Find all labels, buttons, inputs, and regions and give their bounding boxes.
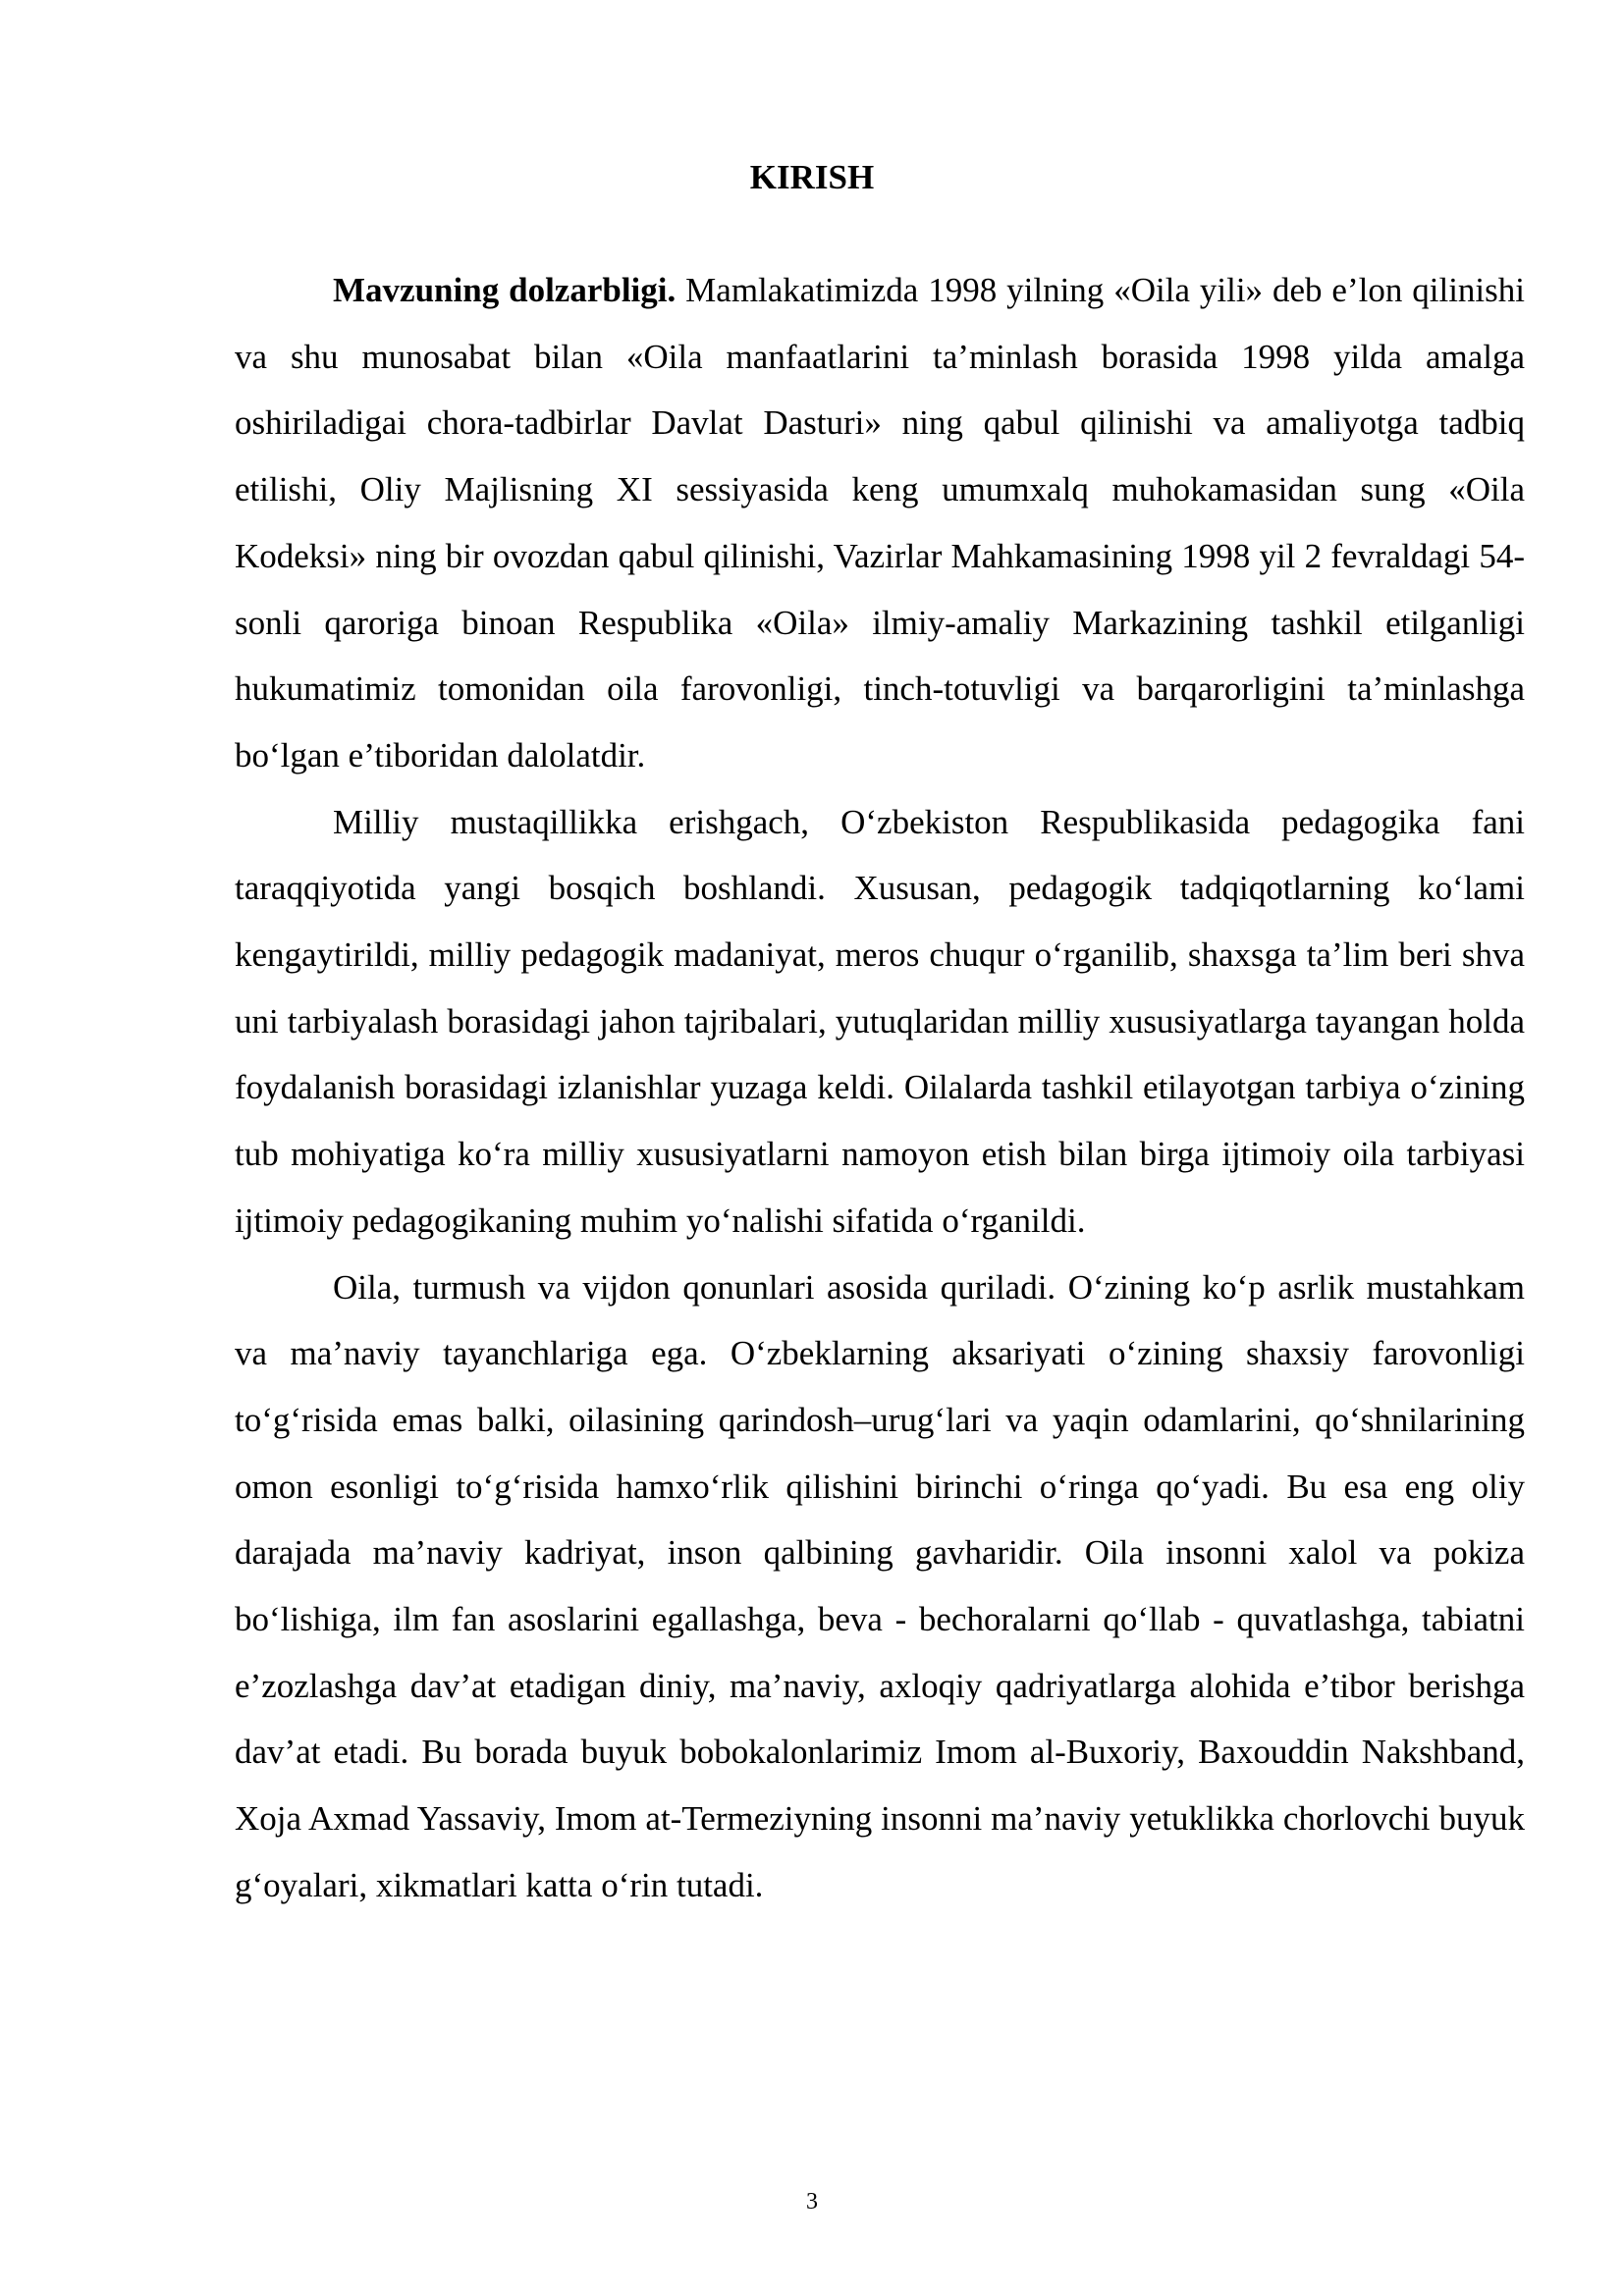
paragraph-family: Oila, turmush va vijdon qonunlari asosida quriladi. O‘zining ko‘p asrlik mustahkam va ma’naviy tayanchlariga ega. O‘zbeklarning aksariyati o‘zining shaxsiy farovonligi to‘g‘risida emas balki, oilasining qarindosh–urug‘lari va yaqin odamlarini, qo‘shnilarining omon esonligi to‘g‘risida hamxo‘rlik qilishini birinchi o‘ringa qo‘yadi. Bu esa eng oliy darajada ma’naviy kadriyat, inson qalbining gavharidir. Oila insonni xalol va pokiza bo‘lishiga, ilm fan asoslarini egallashga, beva - bechoralarni qo‘llab - quvatlashga, tabiatni e’zozlashga dav’at etadigan diniy, ma’naviy, axloqiy qadriyatlarga alohida e’tibor berishga dav’at etadi. Bu borada buyuk bobokalonlarimiz Imom al-Buxoriy, Baxouddin Nakshband, Xoja Axmad Yassaviy, Imom at-Termeziyning insonni ma’naviy yetuklikka chorlovchi buyuk g‘oyalari, xikmatlari katta o‘rin tutadi. [235, 1267, 1525, 1904]
paragraph-text: Mamlakatimizda 1998 yilning «Oila yili» deb e’lon qilinishi va shu munosabat bilan «Oila manfaatlarini ta’minlash borasida 1998 yilda amalga oshiriladigai chora-tadbirlar Davlat Dasturi» ning qabul qilinishi va amaliyotga tadbiq etilishi, Oliy Majlisning XI sessiyasida keng umumxalq muhokamasidan sung «Oila Kodeksi» ning bir ovozdan qabul qilinishi, Vazirlar Mahkamasining 1998 yil 2 fevraldagi 54-sonli qaroriga binoan Respublika «Oila» ilmiy-amaliy Markazining tashkil etilganligi hukumatimiz tomonidan oila farovonligi, tinch-totuvligi va barqarorligini ta’minlashga bo‘lgan e’tiboridan dalolatdir. [235, 271, 1525, 774]
paragraph-lead: Mavzuning dolzarbligi. [333, 271, 677, 309]
paragraph-relevance [235, 257, 1525, 789]
document-body [235, 257, 1525, 1919]
paragraph-independence: Milliy mustaqillikka erishgach, O‘zbekiston Respublikasida pedagogika fani taraqqiyotida yangi bosqich boshlandi. Xususan, pedagogik tadqiqotlarning ko‘lami kengaytirildi, milliy pedagogik madaniyat, meros chuqur o‘rganilib, shaxsga ta’lim beri shva uni tarbiyalash borasidagi jahon tajribalari, yutuqlaridan milliy xususiyatlarga tayangan holda foydalanish borasidagi izlanishlar yuzaga keldi. Oilalarda tashkil etilayotgan tarbiya o‘zining tub mohiyatiga ko‘ra milliy xususiyatlarni namoyon etish bilan birga ijtimoiy oila tarbiyasi ijtimoiy pedagogikaning muhim yo‘nalishi sifatida o‘rganildi. [235, 802, 1525, 1240]
page-number: 3 [806, 2189, 818, 2215]
page-title: KIRISH [749, 158, 875, 196]
